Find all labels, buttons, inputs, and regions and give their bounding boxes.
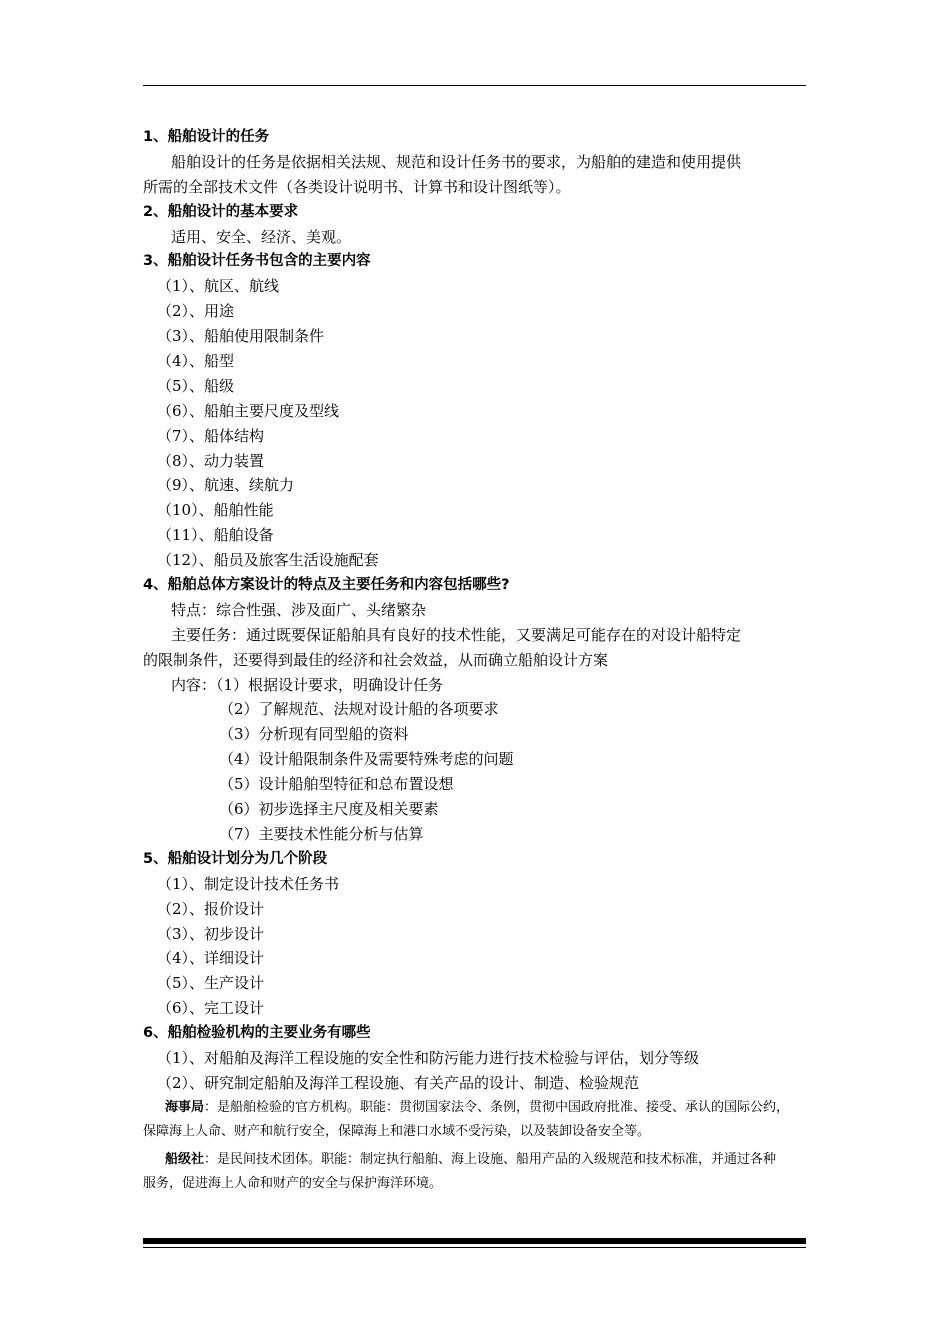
list-item: （1）、航区、航线 bbox=[157, 277, 280, 296]
section-4-content-label: 内容： bbox=[171, 675, 217, 694]
section-4-tasks-line: 主要任务：通过既要保证船舶具有良好的技术性能，又要满足可能存在的对设计船特定 bbox=[171, 625, 742, 644]
list-item: （4）、详细设计 bbox=[157, 949, 265, 968]
msa-note-line: 保障海上人命、财产和航行安全，保障海上和港口水域不受污染，以及装卸设备安全等。 bbox=[143, 1123, 651, 1139]
section-2-heading: 2、船舶设计的基本要求 bbox=[143, 203, 299, 220]
list-item: （7）、船体结构 bbox=[157, 426, 265, 445]
document-body bbox=[143, 125, 811, 1196]
list-item: （1）、制定设计技术任务书 bbox=[157, 874, 340, 893]
section-1-heading: 1、船舶设计的任务 bbox=[143, 129, 270, 145]
list-item: （9）、航速、续航力 bbox=[157, 476, 295, 495]
list-item: （7）主要技术性能分析与估算 bbox=[219, 824, 424, 843]
footer-rule-thick bbox=[143, 1238, 806, 1244]
list-item: （1）、对船舶及海洋工程设施的安全性和防污能力进行技术检验与评估，划分等级 bbox=[157, 1048, 700, 1067]
list-item: （11）、船舶设备 bbox=[157, 526, 274, 545]
footer-rule-thin bbox=[143, 1247, 806, 1248]
section-4-content-first bbox=[143, 673, 811, 698]
section-6-heading: 6、船舶检验机构的主要业务有哪些 bbox=[143, 1025, 371, 1042]
section-1-paragraph-line: 所需的全部技术文件（各类设计说明书、计算书和设计图纸等）。 bbox=[143, 177, 571, 196]
class-society-text: ：是民间技术团体。职能：制定执行船舶、海上设施、船用产品的入级规范和技术标准，并通过各种 bbox=[204, 1151, 777, 1167]
msa-note-line bbox=[143, 1096, 811, 1120]
list-item: （5）设计船舶型特征和总布置设想 bbox=[219, 775, 454, 794]
msa-text: ：是船舶检验的官方机构。职能：贯彻国家法令、条例，贯彻中国政府批准、接受、承认的国际公约， bbox=[204, 1099, 790, 1115]
section-3-heading: 3、船舶设计任务书包含的主要内容 bbox=[143, 253, 371, 270]
class-society-label: 船级社 bbox=[165, 1151, 205, 1167]
list-item: （2）、报价设计 bbox=[157, 899, 265, 918]
list-item: （2）、研究制定船舶及海洋工程设施、有关产品的设计、制造、检验规范 bbox=[157, 1073, 640, 1092]
list-item: （6）初步选择主尺度及相关要素 bbox=[219, 800, 439, 819]
list-item: （3）、初步设计 bbox=[157, 924, 265, 943]
section-5-heading: 5、船舶设计划分为几个阶段 bbox=[143, 850, 328, 867]
header-rule bbox=[143, 85, 806, 86]
list-item: （8）、动力装置 bbox=[157, 451, 265, 470]
list-item: （4）设计船限制条件及需要特殊考虑的问题 bbox=[219, 750, 514, 769]
list-item: （6）、船舶主要尺度及型线 bbox=[157, 401, 340, 420]
section-4-heading: 4、船舶总体方案设计的特点及主要任务和内容包括哪些? bbox=[143, 577, 510, 594]
class-society-note-line: 服务，促进海上人命和财产的安全与保护海洋环境。 bbox=[143, 1175, 443, 1191]
list-item: （3）、船舶使用限制条件 bbox=[157, 327, 325, 346]
list-item: （10）、船舶性能 bbox=[157, 501, 274, 520]
class-society-note-line bbox=[143, 1148, 811, 1172]
section-1-paragraph-line: 船舶设计的任务是依据相关法规、规范和设计任务书的要求，为船舶的建造和使用提供 bbox=[171, 152, 742, 171]
list-item: （12）、船员及旅客生活设施配套 bbox=[157, 551, 379, 570]
list-item: （5）、生产设计 bbox=[157, 974, 265, 993]
section-2-paragraph: 适用、安全、经济、美观。 bbox=[171, 227, 352, 246]
msa-label: 海事局 bbox=[165, 1099, 205, 1115]
list-item: （4）、船型 bbox=[157, 352, 235, 371]
list-item: （2）了解规范、法规对设计船的各项要求 bbox=[219, 700, 499, 719]
section-4-features: 特点：综合性强、涉及面广、头绪繁杂 bbox=[171, 600, 427, 619]
list-item: （1）根据设计要求，明确设计任务 bbox=[216, 675, 444, 694]
list-item: （6）、完工设计 bbox=[157, 999, 265, 1018]
list-item: （2）、用途 bbox=[157, 302, 235, 321]
list-item: （5）、船级 bbox=[157, 376, 235, 395]
list-item: （3）分析现有同型船的资料 bbox=[219, 725, 409, 744]
section-4-tasks-line: 的限制条件，还要得到最佳的经济和社会效益，从而确立船舶设计方案 bbox=[143, 650, 609, 669]
